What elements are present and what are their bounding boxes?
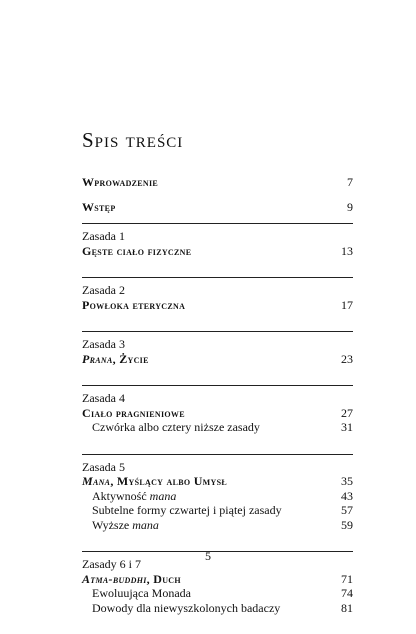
toc-entry-page: 17 xyxy=(341,297,353,312)
toc-entry-title: Gęste ciało fizyczne xyxy=(82,243,192,258)
toc-entry-title-italic: Mana xyxy=(82,474,111,488)
toc-entry-title-italic: Atma-buddhi xyxy=(82,571,147,586)
toc-section-zasada-4 xyxy=(82,385,353,435)
section-label: Zasada 1 xyxy=(82,229,125,243)
toc-row xyxy=(82,406,353,421)
toc-entry-title: Wprowadzenie xyxy=(82,175,159,189)
section-label: Zasada 4 xyxy=(82,391,125,405)
toc-row xyxy=(82,298,353,313)
toc-entry-title-italic: Prana xyxy=(82,351,113,366)
toc-entry-page: 81 xyxy=(341,600,353,615)
toc-entry-title xyxy=(82,352,149,367)
toc-subrow xyxy=(82,503,353,518)
toc-entry-page: 27 xyxy=(341,405,353,420)
page-number: 5 xyxy=(205,549,211,563)
toc-row xyxy=(82,474,353,489)
toc-subrow xyxy=(82,601,353,616)
toc-entry-title-plain: Wyższe xyxy=(92,517,133,532)
toc-entry-page: 7 xyxy=(347,175,353,189)
toc-entry-title-plain: Aktywność xyxy=(92,488,150,503)
toc-entry-title xyxy=(82,572,181,587)
toc-entry-page: 23 xyxy=(341,351,353,366)
toc-entry-title xyxy=(82,474,227,489)
page-title: Spis treści xyxy=(82,128,184,152)
toc-entry-title: Ciało pragnieniowe xyxy=(82,405,185,420)
toc-section-zasada-1 xyxy=(82,223,353,258)
section-label: Zasada 5 xyxy=(82,459,125,474)
toc-entry-title-italic: mana xyxy=(132,517,159,532)
toc-entry-title xyxy=(92,489,176,504)
section-divider xyxy=(82,454,353,455)
toc-entry-page: 35 xyxy=(341,474,353,488)
toc-section-zasada-2 xyxy=(82,277,353,312)
toc-entry-title-rest: , Życie xyxy=(112,351,149,366)
toc-subrow xyxy=(82,420,353,435)
toc-entry-title: Wstęp xyxy=(82,199,116,214)
section-divider xyxy=(82,277,353,278)
toc-entry-page: 57 xyxy=(341,503,353,517)
section-label: Zasady 6 i 7 xyxy=(82,557,141,571)
toc-row xyxy=(82,200,353,215)
toc-entry-wprowadzenie xyxy=(82,175,353,190)
section-label: Zasada 2 xyxy=(82,283,125,297)
toc-entry-title-italic: mana xyxy=(149,488,177,503)
toc-entry-wstep xyxy=(82,200,353,215)
toc-section-zasada-3 xyxy=(82,331,353,366)
toc-entry-page: 74 xyxy=(341,586,353,600)
toc-entry-page: 43 xyxy=(341,488,353,503)
toc-section-zasada-5 xyxy=(82,454,353,533)
toc-subrow xyxy=(82,518,353,533)
toc-entry-page: 59 xyxy=(341,517,353,532)
toc-row xyxy=(82,244,353,259)
toc-entry-page: 71 xyxy=(341,571,353,586)
section-divider xyxy=(82,331,353,332)
toc-row xyxy=(82,572,353,587)
toc-subrow xyxy=(82,586,353,601)
toc-entry-title: Dowody dla niewyszkolonych badaczy xyxy=(92,600,281,615)
toc-entry-title: Powłoka eteryczna xyxy=(82,297,186,312)
toc-entry-title-rest: , Myślący albo Umysł xyxy=(110,474,227,488)
table-of-contents xyxy=(82,175,353,634)
toc-entry-page: 31 xyxy=(341,420,353,434)
toc-row xyxy=(82,352,353,367)
toc-entry-title-rest: , Duch xyxy=(146,571,181,586)
section-label: Zasada 3 xyxy=(82,337,125,351)
toc-entry-title xyxy=(92,518,159,533)
section-divider xyxy=(82,223,353,224)
toc-row xyxy=(82,175,353,190)
toc-entry-page: 9 xyxy=(347,199,353,214)
toc-entry-title: Ewoluująca Monada xyxy=(92,586,191,600)
section-divider xyxy=(82,385,353,386)
toc-entry-title: Czwórka albo cztery niższe zasady xyxy=(92,420,260,434)
toc-entry-page: 13 xyxy=(341,243,353,258)
toc-subrow xyxy=(82,489,353,504)
toc-entry-title: Subtelne formy czwartej i piątej zasady xyxy=(92,503,282,517)
